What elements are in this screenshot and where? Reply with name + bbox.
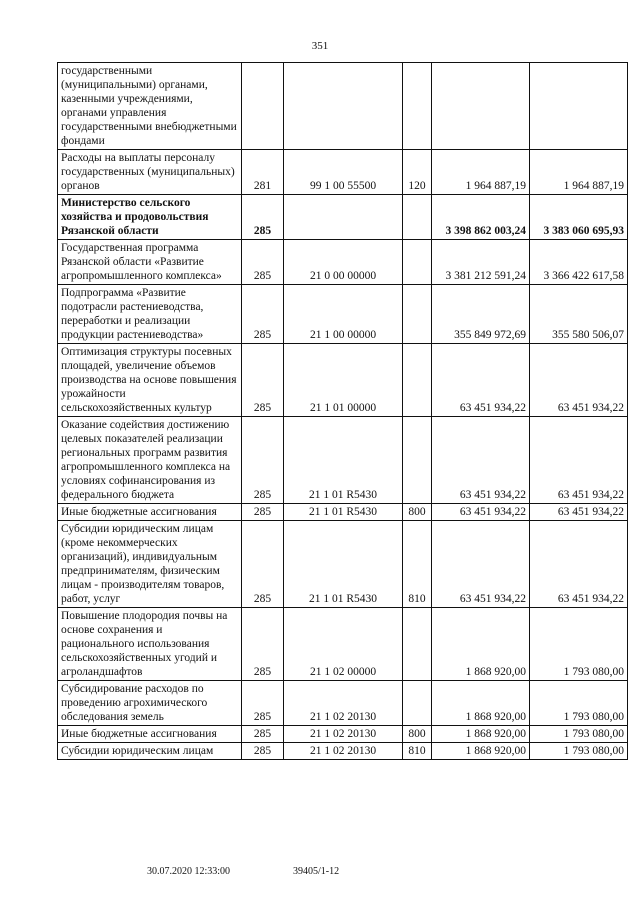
budget-table-body xyxy=(58,63,628,760)
row-vr-code xyxy=(403,240,432,285)
row-vr-code xyxy=(403,63,432,150)
row-csr-code: 99 1 00 55500 xyxy=(284,150,403,195)
row-sum-2021: 1 868 920,00 xyxy=(432,681,530,726)
row-vr-code xyxy=(403,681,432,726)
table-row xyxy=(58,504,628,521)
row-csr-code: 21 1 02 20130 xyxy=(284,726,403,743)
row-vr-code xyxy=(403,344,432,417)
row-csr-code: 21 1 00 00000 xyxy=(284,285,403,344)
row-csr-code: 21 1 01 R5430 xyxy=(284,521,403,608)
row-sum-2022: 1 793 080,00 xyxy=(530,608,628,681)
row-sum-2021: 1 964 887,19 xyxy=(432,150,530,195)
row-sum-2022: 63 451 934,22 xyxy=(530,417,628,504)
row-sum-2022: 3 366 422 617,58 xyxy=(530,240,628,285)
row-sum-2021: 63 451 934,22 xyxy=(432,344,530,417)
row-sum-2022: 63 451 934,22 xyxy=(530,521,628,608)
row-csr-code: 21 1 01 R5430 xyxy=(284,504,403,521)
table-row xyxy=(58,240,628,285)
row-gr-code: 285 xyxy=(242,240,284,285)
row-sum-2022: 1 793 080,00 xyxy=(530,681,628,726)
row-sum-2022: 63 451 934,22 xyxy=(530,344,628,417)
row-name: государственными (муниципальными) органами, казенными учреждениями, органами управления государственными внебюджетными фондами xyxy=(58,63,242,150)
table-row xyxy=(58,417,628,504)
row-gr-code: 285 xyxy=(242,681,284,726)
row-sum-2021: 63 451 934,22 xyxy=(432,417,530,504)
row-gr-code: 285 xyxy=(242,504,284,521)
row-sum-2021: 3 381 212 591,24 xyxy=(432,240,530,285)
row-csr-code: 21 0 00 00000 xyxy=(284,240,403,285)
row-gr-code: 281 xyxy=(242,150,284,195)
row-name: Оптимизация структуры посевных площадей, увеличение объемов производства на основе повышения урожайности сельскохозяйственных культур xyxy=(58,344,242,417)
row-gr-code: 285 xyxy=(242,608,284,681)
table-row xyxy=(58,608,628,681)
row-gr-code: 285 xyxy=(242,521,284,608)
row-vr-code: 800 xyxy=(403,726,432,743)
row-name: Иные бюджетные ассигнования xyxy=(58,726,242,743)
row-sum-2022: 355 580 506,07 xyxy=(530,285,628,344)
row-csr-code: 21 1 02 20130 xyxy=(284,681,403,726)
row-vr-code xyxy=(403,417,432,504)
row-name: Оказание содействия достижению целевых показателей реализации региональных программ развития агропромышленного комплекса на условиях софинансирования из федерального бюджета xyxy=(58,417,242,504)
row-name: Субсидии юридическим лицам xyxy=(58,743,242,760)
row-sum-2022: 1 793 080,00 xyxy=(530,743,628,760)
footer-doc-code: 39405/1-12 xyxy=(293,866,340,877)
row-sum-2021: 1 868 920,00 xyxy=(432,726,530,743)
row-sum-2021: 3 398 862 003,24 xyxy=(432,195,530,240)
table-row xyxy=(58,521,628,608)
row-gr-code: 285 xyxy=(242,743,284,760)
row-csr-code: 21 1 02 20130 xyxy=(284,743,403,760)
table-row xyxy=(58,195,628,240)
row-gr-code: 285 xyxy=(242,417,284,504)
row-sum-2021: 63 451 934,22 xyxy=(432,521,530,608)
row-name: Министерство сельского хозяйства и продовольствия Рязанской области xyxy=(58,195,242,240)
table-row xyxy=(58,150,628,195)
row-sum-2022: 63 451 934,22 xyxy=(530,504,628,521)
row-gr-code: 285 xyxy=(242,344,284,417)
row-name: Подпрограмма «Развитие подотрасли растениеводства, переработки и реализации продукции растениеводства» xyxy=(58,285,242,344)
table-row xyxy=(58,726,628,743)
row-sum-2022: 3 383 060 695,93 xyxy=(530,195,628,240)
row-gr-code: 285 xyxy=(242,726,284,743)
row-sum-2022 xyxy=(530,63,628,150)
row-sum-2022: 1 793 080,00 xyxy=(530,726,628,743)
row-csr-code xyxy=(284,195,403,240)
table-row xyxy=(58,285,628,344)
row-vr-code xyxy=(403,285,432,344)
row-sum-2022: 1 964 887,19 xyxy=(530,150,628,195)
row-vr-code: 810 xyxy=(403,521,432,608)
table-row xyxy=(58,344,628,417)
row-name: Субсидирование расходов по проведению агрохимического обследования земель xyxy=(58,681,242,726)
row-vr-code: 800 xyxy=(403,504,432,521)
footer-timestamp: 30.07.2020 12:33:00 xyxy=(147,866,231,877)
row-sum-2021: 355 849 972,69 xyxy=(432,285,530,344)
row-csr-code: 21 1 01 00000 xyxy=(284,344,403,417)
row-csr-code xyxy=(284,63,403,150)
row-gr-code: 285 xyxy=(242,285,284,344)
row-sum-2021: 1 868 920,00 xyxy=(432,608,530,681)
budget-table xyxy=(57,62,628,760)
row-name: Расходы на выплаты персоналу государственных (муниципальных) органов xyxy=(58,150,242,195)
row-vr-code: 120 xyxy=(403,150,432,195)
row-vr-code: 810 xyxy=(403,743,432,760)
table-row xyxy=(58,63,628,150)
row-name: Субсидии юридическим лицам (кроме некоммерческих организаций), индивидуальным предпринимателям, физическим лицам - производителям товаров, работ, услуг xyxy=(58,521,242,608)
row-csr-code: 21 1 02 00000 xyxy=(284,608,403,681)
row-gr-code: 285 xyxy=(242,195,284,240)
row-vr-code xyxy=(403,608,432,681)
table-row xyxy=(58,681,628,726)
row-vr-code xyxy=(403,195,432,240)
row-sum-2021: 1 868 920,00 xyxy=(432,743,530,760)
row-sum-2021: 63 451 934,22 xyxy=(432,504,530,521)
row-name: Повышение плодородия почвы на основе сохранения и рационального использования сельскохозяйственных угодий и агроландшафтов xyxy=(58,608,242,681)
row-name: Государственная программа Рязанской области «Развитие агропромышленного комплекса» xyxy=(58,240,242,285)
page-number: 351 xyxy=(311,40,329,52)
table-row xyxy=(58,743,628,760)
row-name: Иные бюджетные ассигнования xyxy=(58,504,242,521)
row-sum-2021 xyxy=(432,63,530,150)
row-csr-code: 21 1 01 R5430 xyxy=(284,417,403,504)
row-gr-code xyxy=(242,63,284,150)
